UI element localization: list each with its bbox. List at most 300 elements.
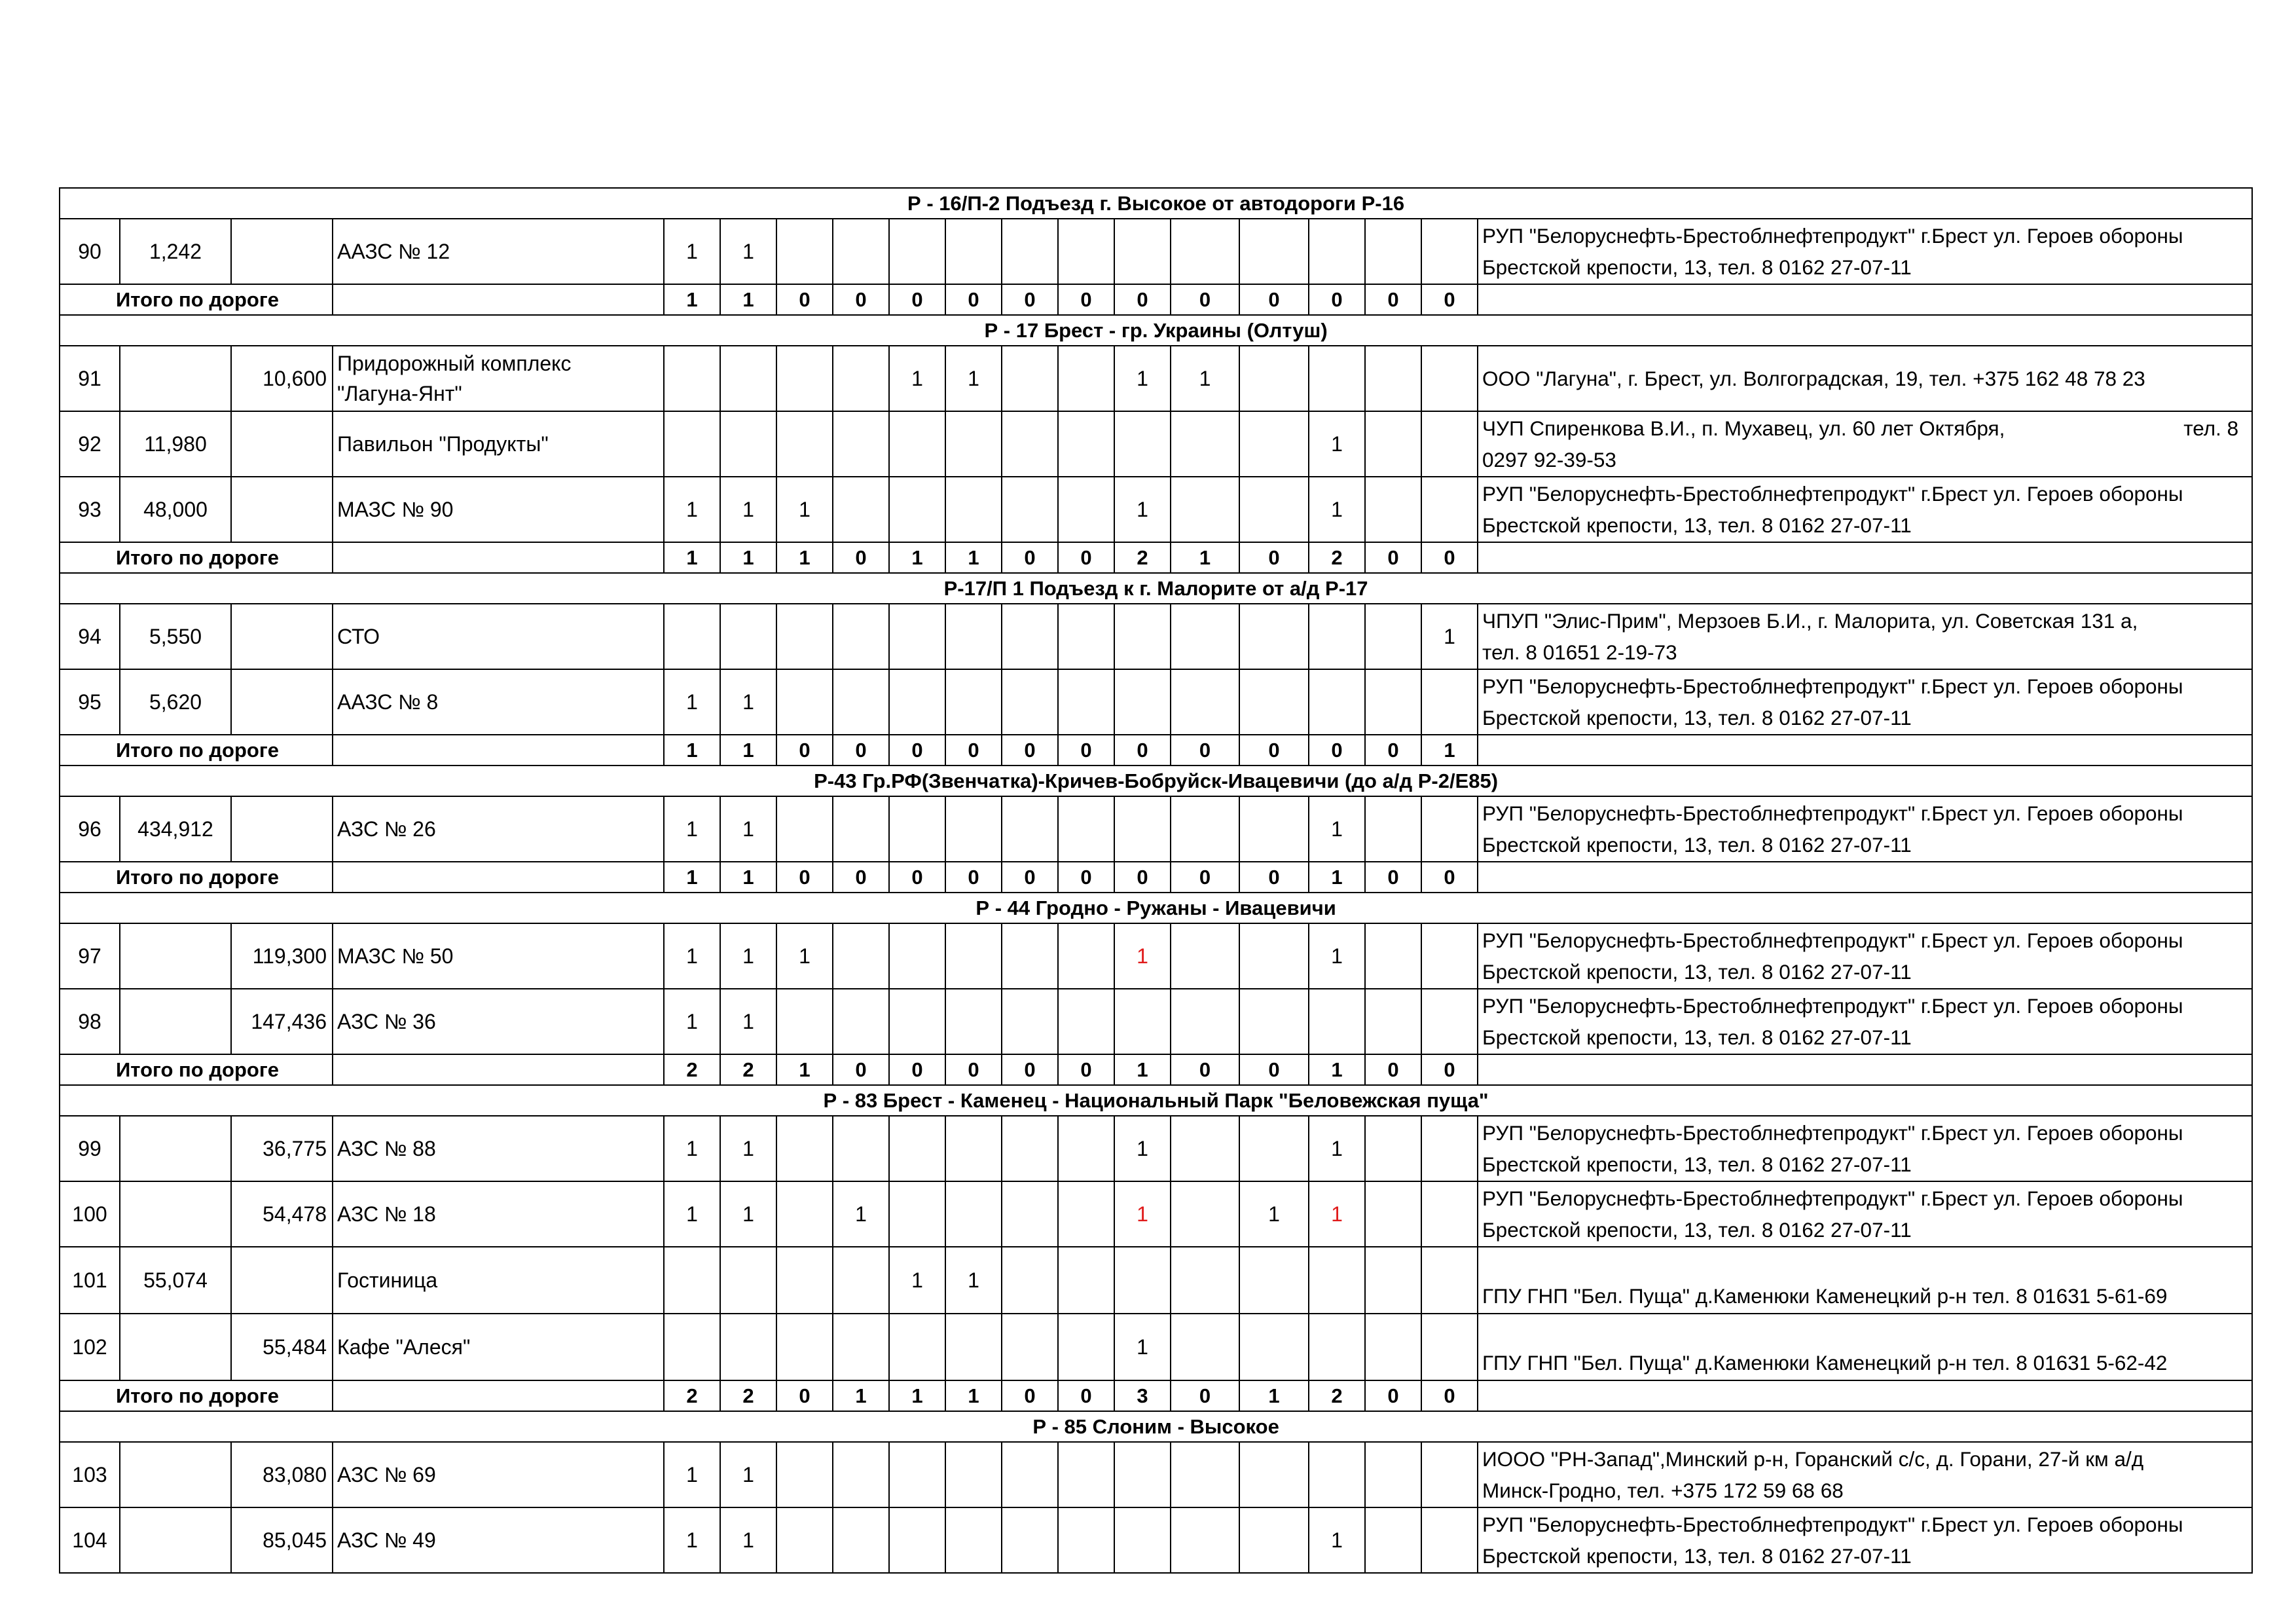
km-left: 48,000	[120, 477, 231, 542]
owner-line: Брестской крепости, 13, тел. 8 0162 27-07-11	[1482, 706, 1912, 729]
service-flag-cell	[1421, 411, 1478, 477]
service-flag-cell	[833, 219, 889, 284]
km-left	[120, 346, 231, 411]
service-flag-cell	[1309, 219, 1365, 284]
total-value: 1	[720, 862, 776, 893]
service-flag-cell	[945, 669, 1002, 735]
km-right	[231, 219, 333, 284]
service-flag-cell	[1171, 669, 1239, 735]
service-flag-cell	[1058, 669, 1114, 735]
road-total-row	[60, 1054, 2252, 1085]
total-label: Итого по дороге	[60, 284, 333, 315]
service-flag-cell: 1	[1309, 796, 1365, 862]
total-value: 1	[720, 542, 776, 573]
service-flag-cell	[1058, 219, 1114, 284]
total-value: 0	[1114, 862, 1171, 893]
service-flag-cell	[1114, 1442, 1171, 1507]
service-flag-cell	[1239, 669, 1309, 735]
road-total-row	[60, 735, 2252, 766]
total-value: 0	[1421, 1054, 1478, 1085]
service-flag-cell	[945, 1181, 1002, 1247]
service-flag-cell	[776, 1507, 833, 1573]
total-value: 0	[1171, 862, 1239, 893]
owner-info	[1478, 1247, 2252, 1314]
total-value: 0	[1309, 284, 1365, 315]
total-value: 0	[1058, 542, 1114, 573]
service-flag-cell: 1	[664, 669, 720, 735]
total-value: 1	[664, 542, 720, 573]
service-flag-cell: 1	[1114, 1116, 1171, 1181]
service-flag-cell	[1365, 923, 1421, 989]
total-value: 1	[1239, 1380, 1309, 1411]
service-flag-cell	[889, 669, 945, 735]
total-value: 1	[776, 1054, 833, 1085]
row-number: 99	[60, 1116, 120, 1181]
service-flag-cell	[1309, 989, 1365, 1054]
table-row	[60, 411, 2252, 477]
service-flag-cell	[776, 1314, 833, 1380]
owner-line: РУП "Белоруснефть-Брестоблнефтепродукт" г.Брест ул. Героев обороны	[1482, 482, 2183, 506]
total-value: 1	[664, 284, 720, 315]
object-name: МАЗС № 50	[333, 923, 664, 989]
owner-line: Брестской крепости, 13, тел. 8 0162 27-07-11	[1482, 255, 1912, 279]
service-flag-cell: 1	[1309, 411, 1365, 477]
total-value: 0	[1365, 862, 1421, 893]
total-value: 0	[1421, 862, 1478, 893]
service-flag-cell	[1421, 796, 1478, 862]
service-flag-cell	[1421, 219, 1478, 284]
km-left	[120, 1442, 231, 1507]
service-flag-cell	[945, 604, 1002, 669]
service-flag-cell	[889, 1116, 945, 1181]
service-flag-cell	[1309, 1314, 1365, 1380]
service-flag-cell	[1114, 1507, 1171, 1573]
service-flag-cell	[1239, 1116, 1309, 1181]
km-left: 11,980	[120, 411, 231, 477]
total-value: 0	[1239, 1054, 1309, 1085]
service-flag-cell	[720, 1247, 776, 1314]
service-flag-cell: 1	[833, 1181, 889, 1247]
service-flag-cell	[1365, 346, 1421, 411]
total-spacer	[333, 862, 664, 893]
total-value: 2	[664, 1380, 720, 1411]
total-value: 1	[720, 735, 776, 766]
service-flag-cell	[1058, 1247, 1114, 1314]
total-value: 0	[1239, 862, 1309, 893]
service-flag-cell	[776, 1247, 833, 1314]
row-number: 91	[60, 346, 120, 411]
owner-info	[1478, 796, 2252, 862]
service-flag-cell	[1058, 1181, 1114, 1247]
owner-line: Брестской крепости, 13, тел. 8 0162 27-07-11	[1482, 1544, 1912, 1568]
service-flag-cell	[889, 1507, 945, 1573]
service-flag-cell	[1058, 1314, 1114, 1380]
service-flag-cell	[1058, 1442, 1114, 1507]
service-flag-cell	[1171, 1507, 1239, 1573]
total-value: 0	[889, 1054, 945, 1085]
owner-info	[1478, 1507, 2252, 1573]
service-flag-cell	[1002, 989, 1058, 1054]
service-flag-cell	[1309, 346, 1365, 411]
owner-line: Брестской крепости, 13, тел. 8 0162 27-07-11	[1482, 960, 1912, 984]
road-section-header	[60, 893, 2252, 923]
row-number: 94	[60, 604, 120, 669]
km-right: 10,600	[231, 346, 333, 411]
owner-info	[1478, 923, 2252, 989]
km-right	[231, 604, 333, 669]
total-label: Итого по дороге	[60, 1054, 333, 1085]
service-flag-cell	[1365, 796, 1421, 862]
service-flag-cell: 1	[1309, 1507, 1365, 1573]
service-flag-cell	[889, 1181, 945, 1247]
service-flag-cell	[945, 411, 1002, 477]
service-flag-cell	[1239, 796, 1309, 862]
total-value: 1	[945, 1380, 1002, 1411]
service-flag-cell	[1365, 989, 1421, 1054]
owner-line: РУП "Белоруснефть-Брестоблнефтепродукт" г.Брест ул. Героев обороны	[1482, 224, 2183, 248]
km-left: 1,242	[120, 219, 231, 284]
service-flag-cell	[1239, 477, 1309, 542]
service-flag-cell	[776, 989, 833, 1054]
total-value: 1	[720, 284, 776, 315]
service-flag-cell	[1058, 989, 1114, 1054]
service-flag-cell: 1	[720, 669, 776, 735]
table-row	[60, 477, 2252, 542]
km-left: 55,074	[120, 1247, 231, 1314]
service-flag-cell	[1058, 346, 1114, 411]
service-flag-cell	[889, 796, 945, 862]
total-value: 0	[1002, 862, 1058, 893]
service-flag-cell	[1365, 1181, 1421, 1247]
owner-info	[1478, 346, 2252, 411]
service-flag-cell	[776, 1116, 833, 1181]
row-number: 95	[60, 669, 120, 735]
service-flag-cell	[1421, 1442, 1478, 1507]
total-value: 0	[945, 284, 1002, 315]
total-owner-spacer	[1478, 284, 2252, 315]
service-flag-cell	[1002, 1507, 1058, 1573]
total-value: 2	[1309, 1380, 1365, 1411]
object-name: АЗС № 88	[333, 1116, 664, 1181]
km-right	[231, 669, 333, 735]
total-value: 0	[889, 284, 945, 315]
service-flag-cell: 1	[1309, 477, 1365, 542]
total-value: 0	[1365, 1380, 1421, 1411]
service-flag-cell	[1058, 796, 1114, 862]
service-flag-cell	[1114, 604, 1171, 669]
row-number: 102	[60, 1314, 120, 1380]
service-flag-cell	[1421, 346, 1478, 411]
service-flag-cell	[1171, 1181, 1239, 1247]
km-right: 55,484	[231, 1314, 333, 1380]
total-value: 0	[945, 1054, 1002, 1085]
service-flag-cell	[1421, 1116, 1478, 1181]
service-flag-cell	[1114, 411, 1171, 477]
service-flag-cell	[1002, 1314, 1058, 1380]
total-value: 0	[1002, 735, 1058, 766]
service-flag-cell	[1365, 477, 1421, 542]
service-flag-cell	[776, 669, 833, 735]
service-flag-cell: 1	[1114, 1181, 1171, 1247]
service-flag-cell	[1002, 346, 1058, 411]
total-value: 0	[1365, 1054, 1421, 1085]
service-flag-cell: 1	[1421, 604, 1478, 669]
service-flag-cell	[1421, 989, 1478, 1054]
km-right: 54,478	[231, 1181, 333, 1247]
owner-info	[1478, 219, 2252, 284]
road-title: Р-43 Гр.РФ(Звенчатка)-Кричев-Бобруйск-Ивацевичи (до а/д Р-2/Е85)	[60, 766, 2252, 796]
service-flag-cell	[1058, 1116, 1114, 1181]
service-flag-cell	[1002, 411, 1058, 477]
total-value: 0	[1171, 284, 1239, 315]
total-value: 0	[1421, 542, 1478, 573]
total-value: 0	[1171, 735, 1239, 766]
service-flag-cell	[833, 1247, 889, 1314]
service-flag-cell: 1	[664, 477, 720, 542]
owner-info	[1478, 604, 2252, 669]
service-flag-cell	[1002, 923, 1058, 989]
service-flag-cell	[1421, 923, 1478, 989]
owner-line: ГПУ ГНП "Бел. Пуща" д.Каменюки Каменецкий р-н тел. 8 01631 5-62-42	[1482, 1351, 2168, 1375]
total-value: 0	[1002, 542, 1058, 573]
km-right: 36,775	[231, 1116, 333, 1181]
service-flag-cell	[1421, 669, 1478, 735]
service-flag-cell: 1	[1171, 346, 1239, 411]
service-flag-cell	[1239, 346, 1309, 411]
service-flag-cell	[1171, 604, 1239, 669]
service-flag-cell: 1	[1239, 1181, 1309, 1247]
service-flag-cell	[1365, 1116, 1421, 1181]
service-flag-cell	[664, 411, 720, 477]
service-flag-cell	[1114, 219, 1171, 284]
km-left	[120, 1314, 231, 1380]
total-value: 1	[1114, 1054, 1171, 1085]
total-value: 0	[1421, 1380, 1478, 1411]
road-title: Р - 83 Брест - Каменец - Национальный Парк "Беловежская пуща"	[60, 1085, 2252, 1116]
service-flag-cell	[1114, 669, 1171, 735]
service-flag-cell	[1171, 477, 1239, 542]
owner-line: РУП "Белоруснефть-Брестоблнефтепродукт" г.Брест ул. Героев обороны	[1482, 1121, 2183, 1145]
row-number: 103	[60, 1442, 120, 1507]
object-name: АЗС № 18	[333, 1181, 664, 1247]
total-value: 0	[833, 862, 889, 893]
service-flag-cell	[1002, 796, 1058, 862]
total-value: 0	[889, 735, 945, 766]
service-flag-cell	[1239, 411, 1309, 477]
service-flag-cell	[776, 1181, 833, 1247]
road-title: Р-17/П 1 Подъезд к г. Малорите от а/д Р-17	[60, 573, 2252, 604]
service-flag-cell	[945, 477, 1002, 542]
owner-line: Брестской крепости, 13, тел. 8 0162 27-07-11	[1482, 1153, 1912, 1176]
owner-line: РУП "Белоруснефть-Брестоблнефтепродукт" г.Брест ул. Героев обороны	[1482, 802, 2183, 825]
km-left: 5,620	[120, 669, 231, 735]
total-value: 1	[833, 1380, 889, 1411]
total-value: 0	[1058, 284, 1114, 315]
service-flag-cell: 1	[1309, 923, 1365, 989]
service-flag-cell	[1171, 796, 1239, 862]
total-label: Итого по дороге	[60, 862, 333, 893]
service-flag-cell	[889, 604, 945, 669]
service-flag-cell	[664, 604, 720, 669]
table-row	[60, 923, 2252, 989]
table-row	[60, 346, 2252, 411]
service-flag-cell	[833, 346, 889, 411]
total-value: 0	[1058, 735, 1114, 766]
km-right	[231, 796, 333, 862]
km-left: 5,550	[120, 604, 231, 669]
service-flag-cell	[1365, 219, 1421, 284]
table-row	[60, 1181, 2252, 1247]
service-flag-cell	[889, 923, 945, 989]
object-name: АЗС № 49	[333, 1507, 664, 1573]
total-value: 0	[1239, 284, 1309, 315]
total-value: 0	[945, 862, 1002, 893]
service-flag-cell	[1421, 1181, 1478, 1247]
owner-line: Минск-Гродно, тел. +375 172 59 68 68	[1482, 1479, 1844, 1502]
service-flag-cell	[1114, 796, 1171, 862]
service-flag-cell	[1002, 1116, 1058, 1181]
service-flag-cell	[1239, 923, 1309, 989]
road-total-row	[60, 542, 2252, 573]
object-name: ААЗС № 8	[333, 669, 664, 735]
service-flag-cell	[833, 796, 889, 862]
total-value: 2	[720, 1380, 776, 1411]
object-name: Гостиница	[333, 1247, 664, 1314]
total-value: 0	[1365, 284, 1421, 315]
service-flag-cell: 1	[664, 923, 720, 989]
service-flag-cell	[1002, 219, 1058, 284]
km-left	[120, 1116, 231, 1181]
total-value: 0	[1114, 735, 1171, 766]
owner-line: 0297 92-39-53	[1482, 448, 1616, 471]
owner-line: ГПУ ГНП "Бел. Пуща" д.Каменюки Каменецкий р-н тел. 8 01631 5-61-69	[1482, 1284, 2168, 1308]
service-flag-cell	[720, 411, 776, 477]
owner-line: РУП "Белоруснефть-Брестоблнефтепродукт" г.Брест ул. Героев обороны	[1482, 929, 2183, 952]
road-total-row	[60, 284, 2252, 315]
total-value: 0	[1421, 284, 1478, 315]
service-flag-cell	[945, 796, 1002, 862]
service-flag-cell	[1309, 604, 1365, 669]
owner-line: тел. 8 01651 2-19-73	[1482, 640, 1677, 664]
owner-info	[1478, 989, 2252, 1054]
service-flag-cell	[1114, 989, 1171, 1054]
total-spacer	[333, 735, 664, 766]
road-section-header	[60, 1411, 2252, 1442]
service-flag-cell	[776, 346, 833, 411]
owner-info	[1478, 411, 2252, 477]
total-value: 2	[720, 1054, 776, 1085]
service-flag-cell	[1002, 1442, 1058, 1507]
service-flag-cell	[1309, 1247, 1365, 1314]
service-flag-cell	[945, 1116, 1002, 1181]
road-section-header	[60, 188, 2252, 219]
row-number: 93	[60, 477, 120, 542]
total-label: Итого по дороге	[60, 542, 333, 573]
object-name: Придорожный комплекс "Лагуна-Янт"	[333, 346, 664, 411]
service-flag-cell: 1	[664, 1181, 720, 1247]
service-flag-cell	[945, 1442, 1002, 1507]
owner-info	[1478, 1116, 2252, 1181]
total-value: 0	[1309, 735, 1365, 766]
total-value: 0	[1365, 735, 1421, 766]
total-value: 2	[1114, 542, 1171, 573]
road-section-header	[60, 315, 2252, 346]
service-flag-cell	[664, 1247, 720, 1314]
owner-info	[1478, 669, 2252, 735]
row-number: 92	[60, 411, 120, 477]
object-name: АЗС № 26	[333, 796, 664, 862]
total-label: Итого по дороге	[60, 735, 333, 766]
road-section-header	[60, 766, 2252, 796]
road-total-row	[60, 1380, 2252, 1411]
owner-line: Брестской крепости, 13, тел. 8 0162 27-07-11	[1482, 513, 1912, 537]
total-owner-spacer	[1478, 542, 2252, 573]
service-flag-cell: 1	[889, 346, 945, 411]
km-right	[231, 477, 333, 542]
service-flag-cell	[1309, 1442, 1365, 1507]
service-flag-cell: 1	[945, 346, 1002, 411]
service-flag-cell: 1	[664, 796, 720, 862]
total-spacer	[333, 1380, 664, 1411]
total-value: 0	[945, 735, 1002, 766]
service-flag-cell: 1	[720, 477, 776, 542]
total-spacer	[333, 542, 664, 573]
row-number: 104	[60, 1507, 120, 1573]
owner-info	[1478, 477, 2252, 542]
owner-text: ЧУП Спиренкова В.И., п. Мухавец, ул. 60 лет Октября,	[1482, 416, 2005, 440]
service-flag-cell: 1	[720, 219, 776, 284]
table-row	[60, 796, 2252, 862]
km-right: 147,436	[231, 989, 333, 1054]
total-value: 0	[1058, 1380, 1114, 1411]
total-value: 0	[833, 542, 889, 573]
service-flag-cell: 1	[1309, 1181, 1365, 1247]
total-value: 0	[1171, 1380, 1239, 1411]
service-flag-cell	[1421, 1507, 1478, 1573]
total-owner-spacer	[1478, 1380, 2252, 1411]
owner-info	[1478, 1181, 2252, 1247]
object-name: Кафе "Алеся"	[333, 1314, 664, 1380]
owner-line: РУП "Белоруснефть-Брестоблнефтепродукт" г.Брест ул. Героев обороны	[1482, 674, 2183, 698]
service-flag-cell	[945, 1314, 1002, 1380]
total-value: 0	[776, 1380, 833, 1411]
service-flag-cell	[720, 604, 776, 669]
object-name: АЗС № 69	[333, 1442, 664, 1507]
total-value: 2	[1309, 542, 1365, 573]
total-spacer	[333, 284, 664, 315]
service-flag-cell	[776, 411, 833, 477]
service-flag-cell	[889, 477, 945, 542]
service-flag-cell	[1058, 411, 1114, 477]
total-value: 1	[664, 735, 720, 766]
service-flag-cell: 1	[1114, 477, 1171, 542]
service-flag-cell	[1309, 669, 1365, 735]
object-name: МАЗС № 90	[333, 477, 664, 542]
total-owner-spacer	[1478, 862, 2252, 893]
service-flag-cell	[1171, 1314, 1239, 1380]
service-flag-cell: 1	[1114, 346, 1171, 411]
total-value: 0	[776, 862, 833, 893]
owner-line	[1482, 413, 2251, 444]
service-flag-cell: 1	[889, 1247, 945, 1314]
row-number: 96	[60, 796, 120, 862]
total-value: 1	[1171, 542, 1239, 573]
km-left	[120, 989, 231, 1054]
total-value: 1	[776, 542, 833, 573]
service-flag-cell: 1	[720, 1181, 776, 1247]
owner-line: Брестской крепости, 13, тел. 8 0162 27-07-11	[1482, 1218, 1912, 1242]
total-value: 1	[664, 862, 720, 893]
